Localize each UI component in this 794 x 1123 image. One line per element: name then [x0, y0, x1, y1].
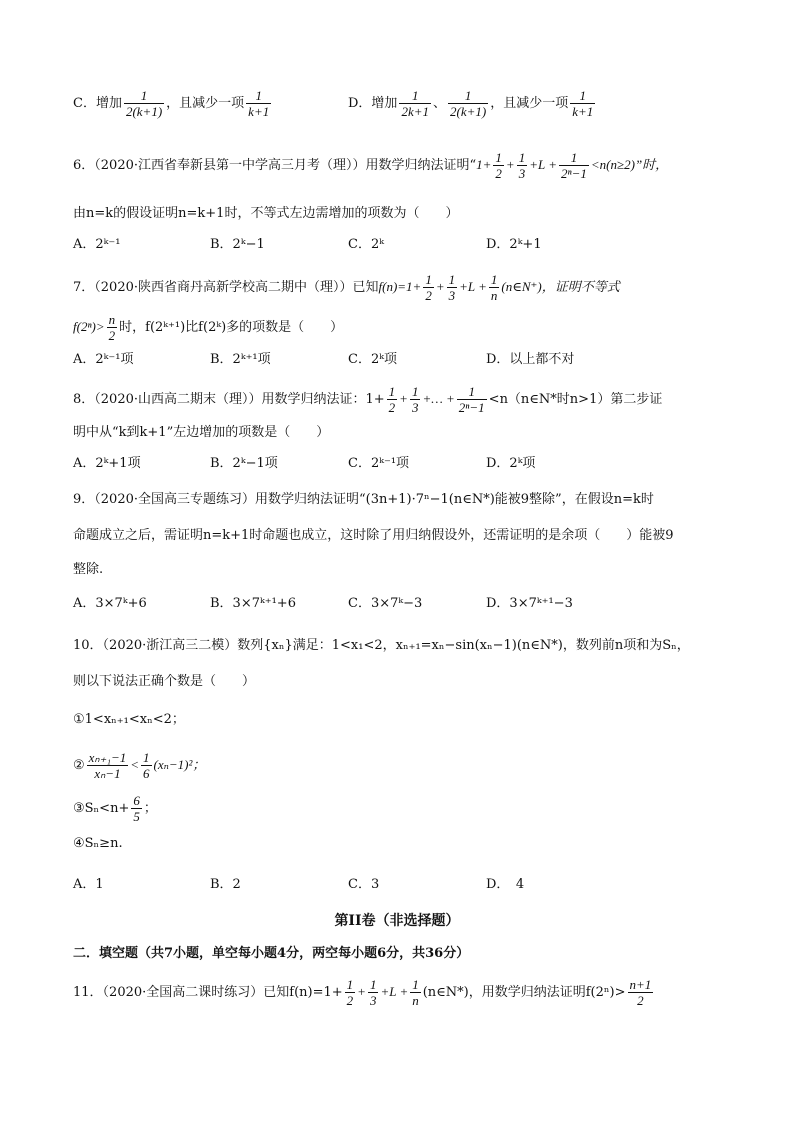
q11-frac2 [368, 977, 379, 1008]
q6-option-b: B．2ᵏ−1 [210, 237, 265, 252]
q7-stem2a: f(2ⁿ)> [73, 319, 105, 334]
q7-stem-line2 [73, 312, 343, 343]
q7-stem1: 7．（2020·陕西省商丹高新学校高二期中（理））已知 [73, 280, 379, 295]
frac-num: 1 [448, 272, 456, 287]
frac-num: xₙ₊₁−1 [88, 750, 127, 765]
frac-num: 1 [490, 272, 498, 287]
frac-den: 3 [518, 166, 526, 181]
q5-option-c [73, 88, 273, 119]
q9-stem-line2: 命题成立之后，需证明n=k+1时命题也成立，这时除了用归纳假设外，还需证明的是余项（ ）能被9 [73, 528, 674, 543]
section2-title: 第II卷（非选择题） [334, 913, 460, 929]
frac-den: 2 [495, 166, 502, 181]
q5-optd-fraction1 [399, 88, 431, 119]
q10-item2-frac1 [87, 750, 129, 781]
q7-plus: + [435, 279, 445, 294]
q9-option-b: B．3×7ᵏ⁺¹+6 [210, 596, 296, 611]
q11-stem1: 11．（2020·全国高二课时练习）已知f(n)=1+ [73, 985, 343, 1000]
frac-num: 1 [448, 88, 488, 104]
frac-num: 1 [124, 88, 164, 104]
q10-item3-frac [131, 793, 142, 824]
q7-option-a: A．2ᵏ⁻¹项 [73, 352, 134, 367]
frac-den: 2 [637, 993, 644, 1008]
q6-option-d: D．2ᵏ+1 [486, 237, 542, 252]
frac-den: 2 [108, 328, 116, 343]
q6-stem-line2: 由n=k的假设证明n=k+1时，不等式左边需增加的项数为（ ） [73, 206, 459, 221]
frac-den: 3 [369, 993, 377, 1008]
frac-num: 1 [346, 977, 354, 992]
q5-optc-prefix: C．增加 [73, 96, 122, 111]
q6-tail: <n(n≥2)”时， [590, 157, 669, 172]
q10-stem-line2: 则以下说法正确个数是（ ） [73, 674, 256, 689]
frac-den: xₙ−1 [94, 766, 121, 781]
frac-num: n [108, 312, 116, 327]
q8-plus: + [399, 391, 408, 406]
q7-expr: f(n)=1+ [378, 279, 422, 294]
q11-frac3 [410, 977, 421, 1008]
q7-mid: +L + [459, 279, 487, 294]
q5-option-d [348, 88, 597, 119]
q8-option-d: D．2ᵏ项 [486, 456, 536, 471]
frac-num: 1 [388, 384, 396, 399]
q8-stem-line1 [73, 384, 662, 415]
q6-frac2 [517, 150, 528, 181]
frac-den: k+1 [248, 104, 270, 119]
frac-den: 2 [425, 288, 432, 303]
q5-optd-prefix: D．增加 [348, 96, 398, 111]
q6-frac1 [493, 150, 504, 181]
frac-num: n+1 [629, 977, 652, 992]
frac-den: 2(k+1) [450, 104, 487, 119]
q11-frac1 [345, 977, 356, 1008]
frac-num: 1 [495, 150, 502, 165]
q10-item2-tail: (xₙ−1)²； [153, 757, 206, 772]
frac-den: 2 [346, 993, 354, 1008]
frac-num: 1 [457, 384, 487, 400]
q8-mid: +… + [422, 391, 455, 406]
q9-stem-line3: 整除. [73, 562, 104, 577]
q10-item2-mid: < [130, 757, 140, 772]
q6-option-c: C．2ᵏ [348, 237, 384, 252]
q7-option-d: D．以上都不对 [486, 352, 575, 367]
frac-den: 3 [448, 288, 456, 303]
q6-expr: 1+ [476, 157, 492, 172]
q5-optd-fraction3 [570, 88, 595, 119]
q8-frac1 [387, 384, 398, 415]
frac-den: 6 [143, 766, 150, 781]
q7-frac1 [423, 272, 434, 303]
q5-optc-fraction2 [246, 88, 271, 119]
q6-stem-line1 [73, 150, 668, 181]
frac-den: 5 [133, 809, 140, 824]
frac-num: 1 [412, 977, 419, 992]
q8-option-a: A．2ᵏ+1项 [73, 456, 141, 471]
q10-option-d: D． 4 [486, 877, 525, 892]
frac-den: 2ⁿ−1 [458, 400, 485, 415]
q10-item2-frac2 [141, 750, 152, 781]
q7-option-b: B．2ᵏ⁺¹项 [210, 352, 271, 367]
q5-optc-mid: ，且减少一项 [166, 96, 245, 111]
q8-stem1: 8．（2020·山西高二期末（理））用数学归纳法证：1+ [73, 392, 385, 407]
section2-heading: 二．填空题（共7小题，单空每小题4分，两空每小题6分，共36分） [73, 946, 470, 961]
q10-item3-tail: ； [143, 801, 157, 816]
frac-num: 1 [570, 88, 595, 104]
q7-option-c: C．2ᵏ项 [348, 352, 397, 367]
q6-plus: + [505, 157, 515, 172]
frac-num: 6 [133, 793, 140, 808]
frac-den: k+1 [572, 104, 594, 119]
q10-item3 [73, 793, 157, 824]
q10-item4: ④Sₙ≥n. [73, 836, 123, 851]
q8-option-b: B．2ᵏ−1项 [210, 456, 278, 471]
frac-den: n [412, 993, 419, 1008]
q7-tail: (n∈N⁺)，证明不等式 [501, 279, 620, 294]
q11-stem-line1 [73, 977, 655, 1008]
q5-optc-fraction [124, 88, 164, 119]
q7-frac2 [447, 272, 458, 303]
q8-stem-line2: 明中从“k到k+1”左边增加的项数是（ ） [73, 425, 330, 440]
frac-den: 2k+1 [401, 104, 429, 119]
q8-frac3 [457, 384, 487, 415]
q10-item2-pre: ② [73, 758, 85, 773]
q6-mid: +L + [529, 157, 557, 172]
q11-frac4 [628, 977, 654, 1008]
q10-item1: ①1<xₙ₊₁<xₙ<2； [73, 712, 185, 727]
q6-frac3 [559, 150, 589, 181]
frac-num: 1 [399, 88, 431, 104]
q7-stem2b: 时，f(2ᵏ⁺¹)比f(2ᵏ)多的项数是（ ） [119, 320, 344, 335]
q7-stem-line1 [73, 272, 620, 303]
q11-mid: +L + [380, 984, 409, 999]
q7-frac4 [107, 312, 118, 343]
q10-option-a: A．1 [73, 877, 104, 892]
q6-option-a: A．2ᵏ⁻¹ [73, 237, 121, 252]
q9-option-a: A．3×7ᵏ+6 [73, 596, 147, 611]
frac-num: 1 [246, 88, 271, 104]
q8-tail: <n（n∈N*时n>1）第二步证 [488, 392, 663, 407]
frac-num: 1 [411, 384, 419, 399]
q9-stem-line1: 9．（2020·全国高三专题练习）用数学归纳法证明“(3n+1)·7ⁿ−1(n∈N*)能被9整除”，在假设n=k时 [73, 492, 654, 507]
frac-num: 1 [425, 272, 432, 287]
frac-num: 1 [369, 977, 377, 992]
q10-option-c: C．3 [348, 877, 380, 892]
q6-stem1: 6．（2020·江西省奉新县第一中学高三月考（理））用数学归纳法证明“ [73, 158, 477, 173]
q5-optd-mid: ，且减少一项 [490, 96, 569, 111]
frac-den: 2ⁿ−1 [561, 166, 587, 181]
frac-den: 3 [411, 400, 419, 415]
q8-frac2 [410, 384, 421, 415]
q10-stem-line1: 10．（2020·浙江高三二模）数列{xₙ}满足：1<x₁<2，xₙ₊₁=xₙ−sin(xₙ−1)(n∈N*)，数列前n项和为Sₙ， [73, 638, 690, 653]
q11-plus: + [357, 984, 366, 999]
frac-den: 2 [388, 400, 396, 415]
q7-frac3 [489, 272, 500, 303]
q8-option-c: C．2ᵏ⁻¹项 [348, 456, 410, 471]
frac-den: n [490, 288, 498, 303]
frac-num: 1 [559, 150, 589, 166]
q11-tail: (n∈N*)，用数学归纳法证明f(2ⁿ)> [422, 985, 626, 1000]
q5-optd-fraction2 [448, 88, 488, 119]
q10-option-b: B．2 [210, 877, 241, 892]
frac-num: 1 [143, 750, 150, 765]
frac-num: 1 [518, 150, 526, 165]
frac-den: 2(k+1) [125, 104, 163, 119]
q10-item2 [73, 750, 205, 781]
q10-item3-pre: ③Sₙ<n+ [73, 801, 130, 816]
q5-optd-sep: 、 [432, 96, 446, 111]
q9-option-d: D．3×7ᵏ⁺¹−3 [486, 596, 573, 611]
q9-option-c: C．3×7ᵏ−3 [348, 596, 423, 611]
